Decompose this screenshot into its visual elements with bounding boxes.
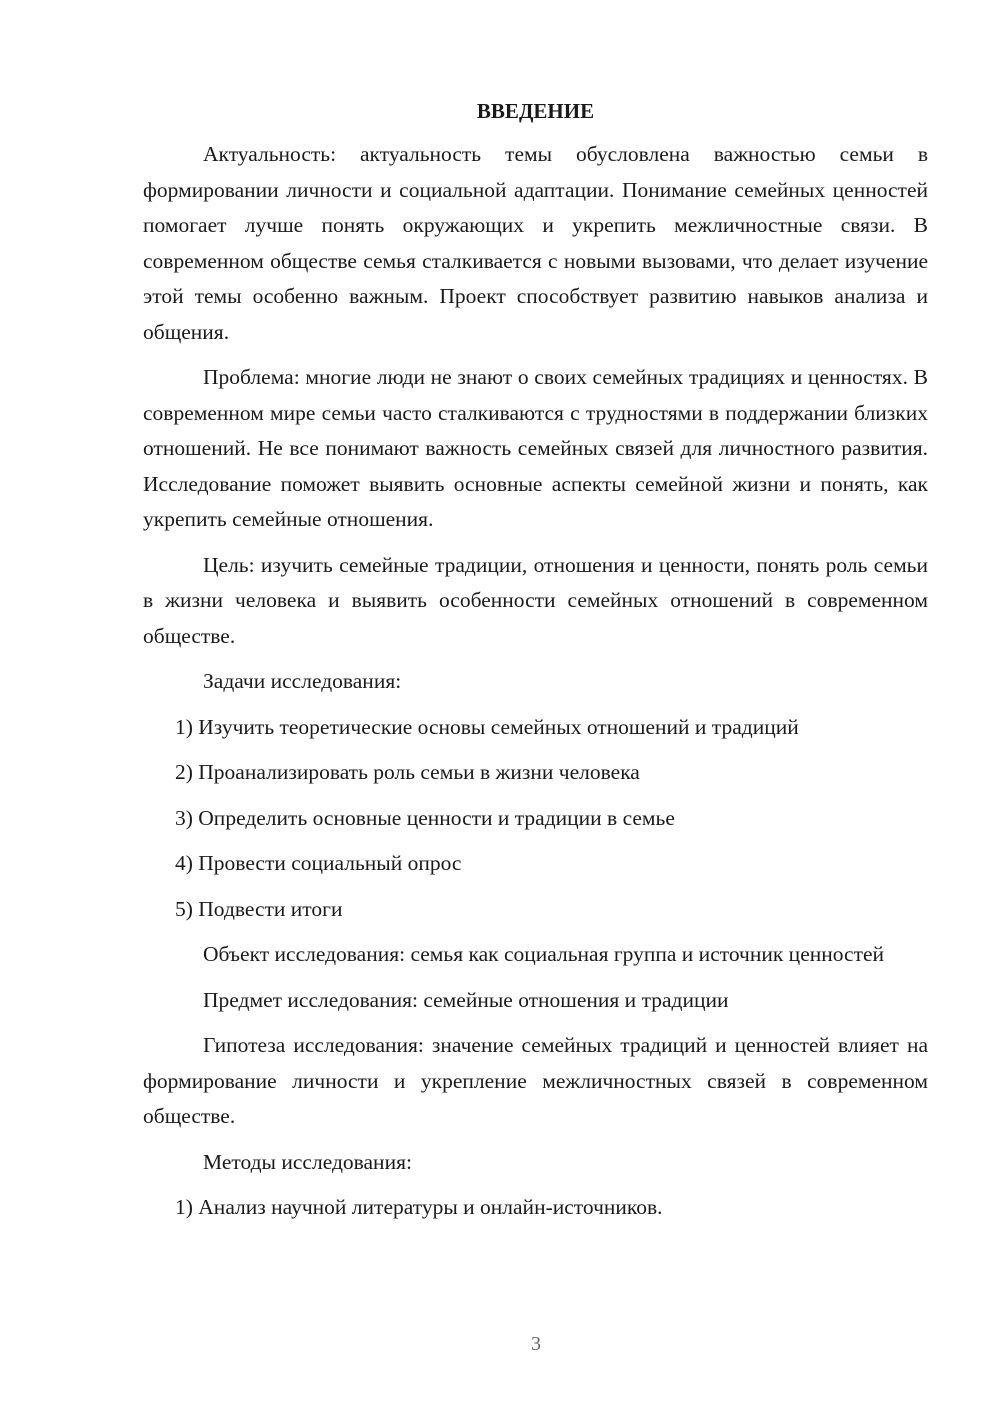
problem-paragraph: Проблема: многие люди не знают о своих семейных традициях и ценностях. В современном мире семьи часто сталкиваются с трудностями в поддержании близких отношений. Не все понимают важность семейных связей для личностного развития. Исследование поможет выявить основные аспекты семейной жизни и понять, как укрепить семейные отношения.	[143, 365, 928, 531]
methods-heading: Методы исследования:	[203, 1149, 412, 1174]
goal-paragraph: Цель: изучить семейные традиции, отношения и ценности, понять роль семьи в жизни человека и выявить особенности семейных отношений в современном обществе.	[143, 552, 928, 648]
hypothesis-paragraph: Гипотеза исследования: значение семейных традиций и ценностей влияет на формирование личности и укрепление межличностных связей в современном обществе.	[143, 1033, 928, 1128]
tasks-heading: Задачи исследования:	[203, 669, 402, 693]
method-item: 1) Анализ научной литературы и онлайн-источников.	[175, 1195, 663, 1219]
page-title: ВВЕДЕНИЕ	[476, 99, 595, 123]
task-item: 3) Определить основные ценности и традиции в семье	[175, 805, 675, 830]
subject-paragraph: Предмет исследования: семейные отношения и традиции	[203, 987, 729, 1012]
task-item: 5) Подвести итоги	[175, 896, 343, 921]
page-number: 3	[531, 1333, 541, 1355]
relevance-paragraph: Актуальность: актуальность темы обусловлена важностью семьи в формировании личности и социальной адаптации. Понимание семейных ценностей помогает лучше понять окружающих и укрепить межличностные связи. В современном обществе семья сталкивается с новыми вызовами, что делает изучение этой темы особенно важным. Проект способствует развитию навыков анализа и общения.	[143, 142, 928, 344]
task-item: 1) Изучить теоретические основы семейных отношений и традиций	[175, 714, 799, 739]
document-page	[143, 96, 928, 1236]
task-item: 2) Проанализировать роль семьи в жизни человека	[175, 760, 640, 784]
object-paragraph: Объект исследования: семья как социальная группа и источник ценностей	[203, 942, 885, 966]
task-item: 4) Провести социальный опрос	[175, 851, 462, 875]
